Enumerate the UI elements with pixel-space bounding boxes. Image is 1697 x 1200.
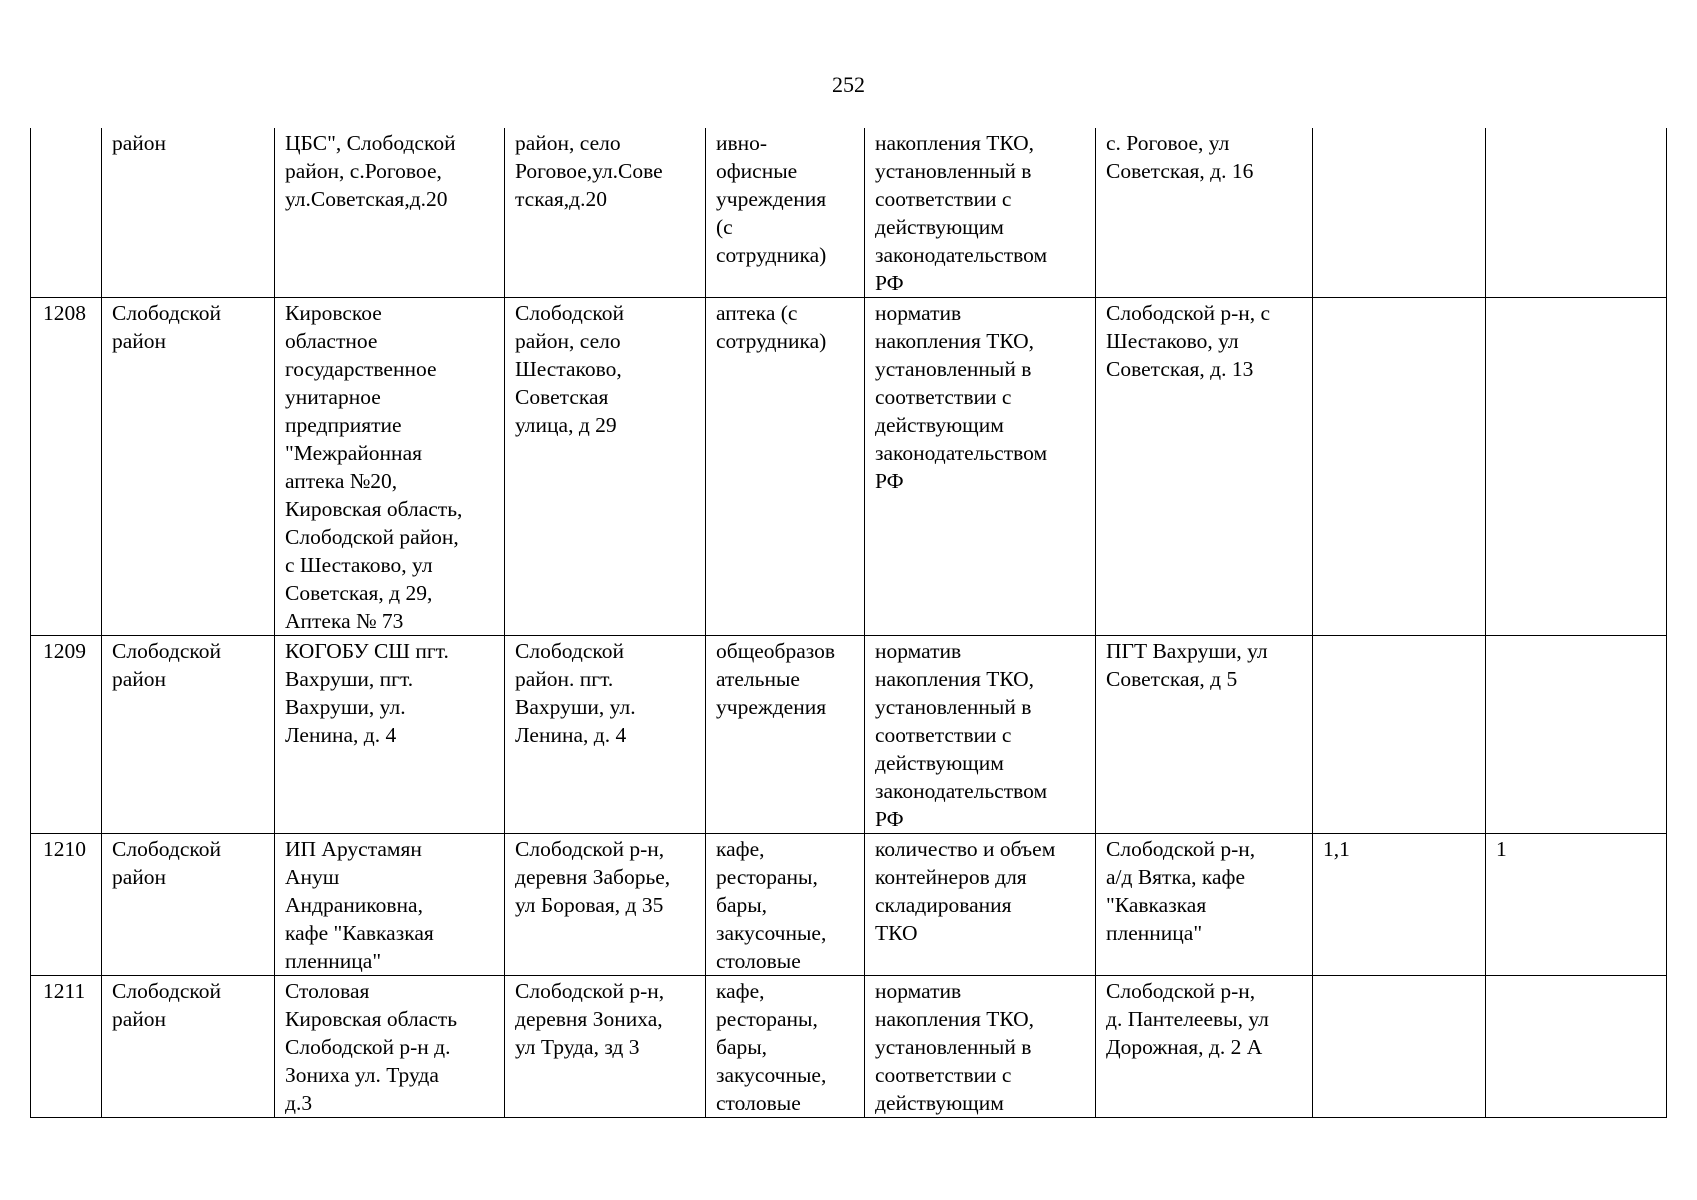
cell-text-line: Слободской	[515, 639, 624, 663]
cell-text-line: Советская, д 5	[1106, 667, 1238, 691]
cell-text-line: установленный в	[875, 1035, 1032, 1059]
cell-district	[102, 298, 275, 636]
cell-text-line: Слободской	[112, 979, 221, 1003]
cell-text-line: установленный в	[875, 357, 1032, 381]
cell-text-line: закусочные,	[716, 1063, 827, 1087]
cell-text-line: Андраниковна,	[285, 893, 423, 917]
cell-container-count	[1486, 636, 1667, 834]
cell-text-line: кафе "Кавказкая	[285, 921, 434, 945]
cell-text-line: Слободской	[112, 639, 221, 663]
cell-container-volume	[1313, 834, 1486, 976]
cell-address	[505, 834, 706, 976]
cell-container-count	[1486, 834, 1667, 976]
cell-text: 1211	[43, 979, 86, 1003]
cell-text-line: Столовая	[285, 979, 370, 1003]
cell-text-line: Слободской р-н, с	[1106, 301, 1271, 325]
cell-text-line: улица, д 29	[515, 413, 617, 437]
cell-text-line: с. Роговое, ул	[1106, 131, 1230, 155]
cell-text-line: Слободской	[112, 837, 221, 861]
page-number: 252	[832, 72, 865, 97]
cell-text-line: Роговое,ул.Сове	[515, 159, 663, 183]
cell-text-line: пленница"	[285, 949, 382, 973]
cell-text-line: КОГОБУ СШ пгт.	[285, 639, 449, 663]
cell-container-volume	[1313, 636, 1486, 834]
cell-text-line: установленный в	[875, 159, 1032, 183]
cell-text-line: законодательством	[875, 779, 1048, 803]
cell-text-line: Слободской р-н,	[1106, 979, 1256, 1003]
cell-text-line: офисные	[716, 159, 798, 183]
cell-text-line: район, с.Роговое,	[285, 159, 442, 183]
cell-text-line: Шестаково, ул	[1106, 329, 1239, 353]
cell-text-line: Ленина, д. 4	[285, 723, 397, 747]
cell-number	[31, 834, 102, 976]
cell-calculation-method	[865, 298, 1096, 636]
cell-text-line: кафе,	[716, 979, 765, 1003]
cell-text-line: (с	[716, 215, 733, 239]
cell-text-line: Слободской р-н,	[515, 837, 665, 861]
cell-text-line: сотрудника)	[716, 329, 827, 353]
cell-text-line: ательные	[716, 667, 800, 691]
cell-text-line: унитарное	[285, 385, 381, 409]
cell-text-line: законодательством	[875, 441, 1048, 465]
cell-text-line: ЦБС", Слободской	[285, 131, 456, 155]
cell-text: 1208	[43, 301, 86, 325]
cell-container-site	[1096, 976, 1313, 1118]
cell-text-line: норматив	[875, 979, 962, 1003]
cell-text-line: Слободской	[515, 301, 624, 325]
table-body	[31, 128, 1667, 1118]
cell-text-line: Советская, д 29,	[285, 581, 433, 605]
cell-calculation-method	[865, 834, 1096, 976]
cell-text-line: рестораны,	[716, 1007, 818, 1031]
cell-text-line: район, село	[515, 131, 621, 155]
cell-text-line: Ануш	[285, 865, 340, 889]
cell-text-line: Кировская область,	[285, 497, 463, 521]
cell-text-line: учреждения	[716, 187, 827, 211]
cell-text-line: складирования	[875, 893, 1012, 917]
cell-address	[505, 298, 706, 636]
cell-address	[505, 976, 706, 1118]
cell-text-line: соответствии с	[875, 723, 1012, 747]
cell-calculation-method	[865, 636, 1096, 834]
cell-text-line: район	[112, 667, 167, 691]
cell-text-line: Советская	[515, 385, 609, 409]
cell-text-line: накопления ТКО,	[875, 329, 1035, 353]
cell-text-line: район, село	[515, 329, 621, 353]
cell-text-line: соответствии с	[875, 187, 1012, 211]
cell-text-line: Шестаково,	[515, 357, 622, 381]
cell-text: 1	[1496, 837, 1507, 861]
cell-text-line: кафе,	[716, 837, 765, 861]
cell-text-line: а/д Вятка, кафе	[1106, 865, 1246, 889]
cell-organization	[275, 636, 505, 834]
cell-text-line: столовые	[716, 949, 801, 973]
cell-text-line: район	[112, 131, 167, 155]
cell-container-count	[1486, 298, 1667, 636]
cell-text-line: законодательством	[875, 243, 1048, 267]
cell-number	[31, 298, 102, 636]
table-row	[31, 636, 1667, 834]
cell-text-line: Кировская область	[285, 1007, 458, 1031]
cell-container-site	[1096, 298, 1313, 636]
cell-text-line: действующим	[875, 751, 1004, 775]
cell-text-line: норматив	[875, 301, 962, 325]
cell-text-line: накопления ТКО,	[875, 1007, 1035, 1031]
cell-text-line: ТКО	[875, 921, 918, 945]
cell-text-line: общеобразов	[716, 639, 836, 663]
cell-text-line: "Межрайонная	[285, 441, 422, 465]
cell-text-line: Аптека № 73	[285, 609, 404, 633]
cell-container-site	[1096, 834, 1313, 976]
cell-text-line: Зониха ул. Труда	[285, 1063, 439, 1087]
cell-text-line: Вахруши, ул.	[285, 695, 406, 719]
cell-text-line: закусочные,	[716, 921, 827, 945]
cell-text-line: бары,	[716, 1035, 768, 1059]
cell-text-line: Кировское	[285, 301, 382, 325]
cell-text-line: д.3	[285, 1091, 313, 1115]
cell-text-line: с Шестаково, ул	[285, 553, 433, 577]
cell-district	[102, 834, 275, 976]
cell-district	[102, 636, 275, 834]
cell-text-line: "Кавказкая	[1106, 893, 1207, 917]
cell-text-line: соответствии с	[875, 1063, 1012, 1087]
cell-text-line: Ленина, д. 4	[515, 723, 627, 747]
cell-number	[31, 636, 102, 834]
cell-text-line: Вахруши, пгт.	[285, 667, 414, 691]
cell-text-line: накопления ТКО,	[875, 131, 1035, 155]
cell-text: 1,1	[1323, 837, 1350, 861]
cell-text-line: действующим	[875, 1091, 1004, 1115]
cell-text-line: аптека №20,	[285, 469, 398, 493]
table-row	[31, 976, 1667, 1118]
cell-number	[31, 128, 102, 298]
cell-text-line: аптека (с	[716, 301, 798, 325]
cell-text-line: учреждения	[716, 695, 827, 719]
cell-calculation-method	[865, 128, 1096, 298]
cell-text-line: столовые	[716, 1091, 801, 1115]
cell-text-line: действующим	[875, 215, 1004, 239]
cell-text-line: ПГТ Вахруши, ул	[1106, 639, 1268, 663]
cell-text-line: РФ	[875, 469, 904, 493]
registry-table	[30, 128, 1667, 1118]
cell-text-line: РФ	[875, 271, 904, 295]
cell-container-volume	[1313, 976, 1486, 1118]
cell-text-line: действующим	[875, 413, 1004, 437]
cell-text-line: накопления ТКО,	[875, 667, 1035, 691]
cell-text-line: ивно-	[716, 131, 768, 155]
cell-text-line: ул.Советская,д.20	[285, 187, 448, 211]
cell-text-line: установленный в	[875, 695, 1032, 719]
cell-category	[706, 636, 865, 834]
cell-text-line: Вахруши, ул.	[515, 695, 636, 719]
cell-organization	[275, 976, 505, 1118]
cell-text-line: норматив	[875, 639, 962, 663]
cell-container-count	[1486, 128, 1667, 298]
cell-text-line: контейнеров для	[875, 865, 1027, 889]
cell-text-line: предприятие	[285, 413, 402, 437]
cell-text-line: Советская, д. 16	[1106, 159, 1254, 183]
cell-text-line: ул Труда, зд 3	[515, 1035, 640, 1059]
table-row	[31, 128, 1667, 298]
cell-text-line: д. Пантелеевы, ул	[1106, 1007, 1269, 1031]
cell-container-site	[1096, 636, 1313, 834]
cell-calculation-method	[865, 976, 1096, 1118]
cell-container-site	[1096, 128, 1313, 298]
cell-text-line: количество и объем	[875, 837, 1056, 861]
cell-text-line: Слободской р-н д.	[285, 1035, 451, 1059]
cell-district	[102, 128, 275, 298]
cell-text: 1209	[43, 639, 86, 663]
cell-text-line: бары,	[716, 893, 768, 917]
cell-text-line: Слободской	[112, 301, 221, 325]
cell-organization	[275, 834, 505, 976]
cell-organization	[275, 128, 505, 298]
cell-text: 1210	[43, 837, 86, 861]
cell-text-line: Слободской район,	[285, 525, 459, 549]
cell-text-line: Советская, д. 13	[1106, 357, 1254, 381]
cell-text-line: государственное	[285, 357, 437, 381]
cell-text-line: тская,д.20	[515, 187, 607, 211]
cell-text-line: соответствии с	[875, 385, 1012, 409]
table-row	[31, 298, 1667, 636]
cell-text-line: РФ	[875, 807, 904, 831]
cell-district	[102, 976, 275, 1118]
cell-text-line: деревня Зониха,	[515, 1007, 663, 1031]
cell-text-line: Слободской р-н,	[515, 979, 665, 1003]
table-row	[31, 834, 1667, 976]
cell-container-volume	[1313, 128, 1486, 298]
cell-text-line: пленница"	[1106, 921, 1203, 945]
cell-text-line: район	[112, 1007, 167, 1031]
cell-text-line: рестораны,	[716, 865, 818, 889]
cell-container-volume	[1313, 298, 1486, 636]
cell-address	[505, 636, 706, 834]
cell-text-line: ИП Арустамян	[285, 837, 422, 861]
cell-text-line: Слободской р-н,	[1106, 837, 1256, 861]
cell-text-line: деревня Заборье,	[515, 865, 671, 889]
cell-category	[706, 834, 865, 976]
cell-organization	[275, 298, 505, 636]
cell-text-line: ул Боровая, д 35	[515, 893, 664, 917]
cell-text-line: район. пгт.	[515, 667, 614, 691]
cell-text-line: район	[112, 865, 167, 889]
cell-category	[706, 298, 865, 636]
cell-container-count	[1486, 976, 1667, 1118]
cell-number	[31, 976, 102, 1118]
cell-address	[505, 128, 706, 298]
cell-text-line: район	[112, 329, 167, 353]
cell-category	[706, 128, 865, 298]
cell-text-line: сотрудника)	[716, 243, 827, 267]
cell-category	[706, 976, 865, 1118]
cell-text-line: Дорожная, д. 2 А	[1106, 1035, 1263, 1059]
cell-text-line: областное	[285, 329, 378, 353]
